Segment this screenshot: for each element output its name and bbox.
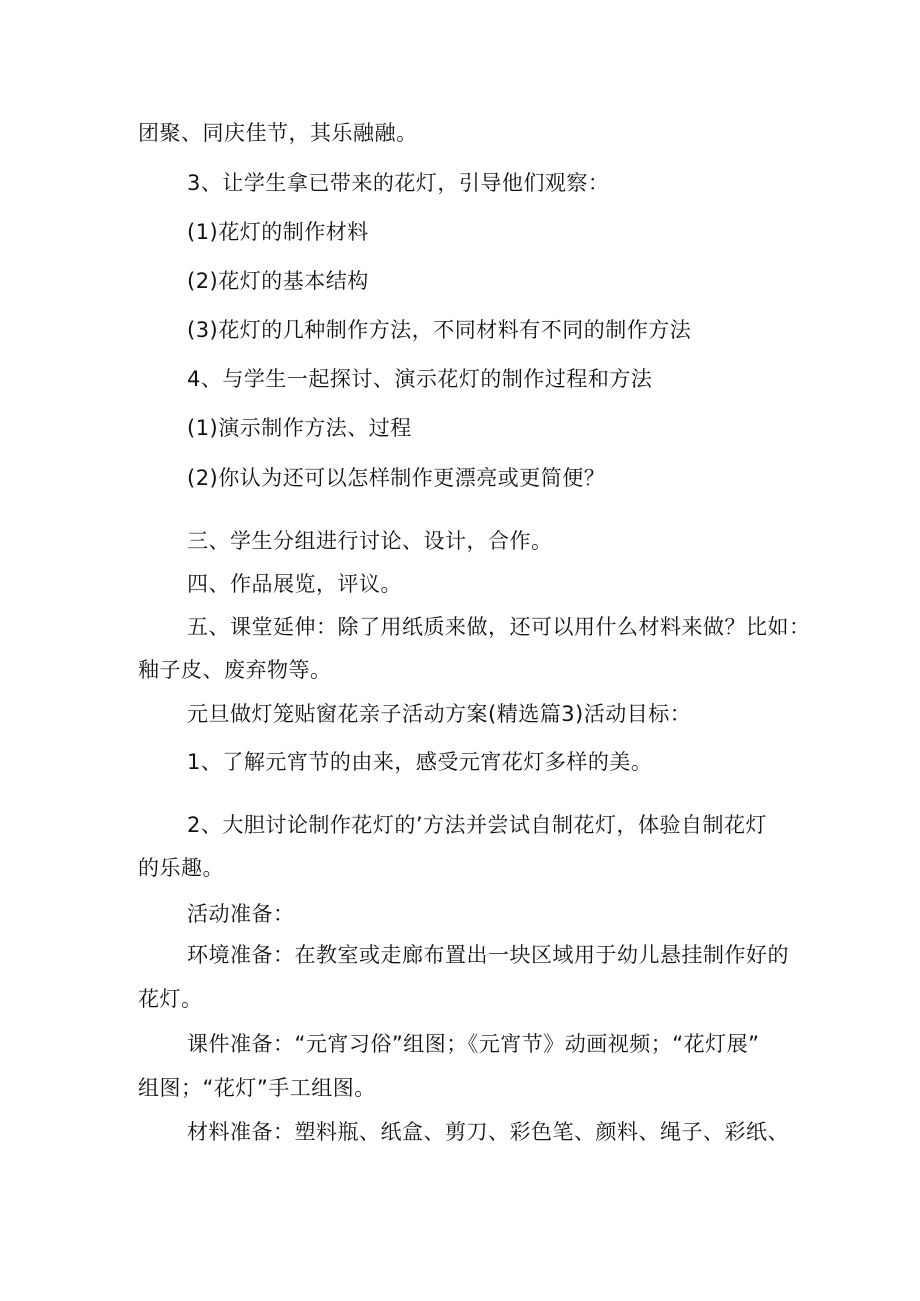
text-line: 五、课堂延伸：除了用纸质来做，还可以用什么材料来做？比如： [187,615,811,639]
text-line: 的乐趣。 [138,856,224,880]
text-line: 4、与学生一起探讨、演示花灯的制作过程和方法 [187,367,653,391]
text-line: 釉子皮、废弃物等。 [138,658,332,682]
text-line: 课件准备：“元宵习俗”组图；《元宵节》动画视频；“花灯展” [187,1032,760,1056]
text-line: (1)花灯的制作材料 [187,220,369,244]
text-line: 花灯。 [138,987,203,1011]
text-line: (2)你认为还可以怎样制作更漂亮或更简便？ [187,466,606,490]
text-line: 活动准备： [187,902,295,926]
text-line: 3、让学生拿已带来的花灯，引导他们观察： [187,171,610,195]
text-line: 材料准备：塑料瓶、纸盒、剪刀、彩色笔、颜料、绳子、彩纸、 [187,1120,789,1144]
text-line: 三、学生分组进行讨论、设计，合作。 [187,529,553,553]
text-line: 团聚、同庆佳节，其乐融融。 [138,121,418,145]
text-line: 四、作品展览，评议。 [187,572,402,596]
text-line: 1、了解元宵节的由来，感受元宵花灯多样的美。 [187,750,653,774]
text-line: (2)花灯的基本结构 [187,269,369,293]
text-line: 2、大胆讨论制作花灯的’方法并尝试自制花灯，体验自制花灯 [187,813,768,837]
text-line: 环境准备：在教室或走廊布置出一块区域用于幼儿悬挂制作好的 [187,943,789,967]
text-line: 组图；“花灯”手工组图。 [138,1076,376,1100]
text-line: (1)演示制作方法、过程 [187,416,412,440]
text-line: 元旦做灯笼贴窗花亲子活动方案(精选篇3)活动目标： [187,702,692,726]
text-line: (3)花灯的几种制作方法，不同材料有不同的制作方法 [187,318,692,342]
